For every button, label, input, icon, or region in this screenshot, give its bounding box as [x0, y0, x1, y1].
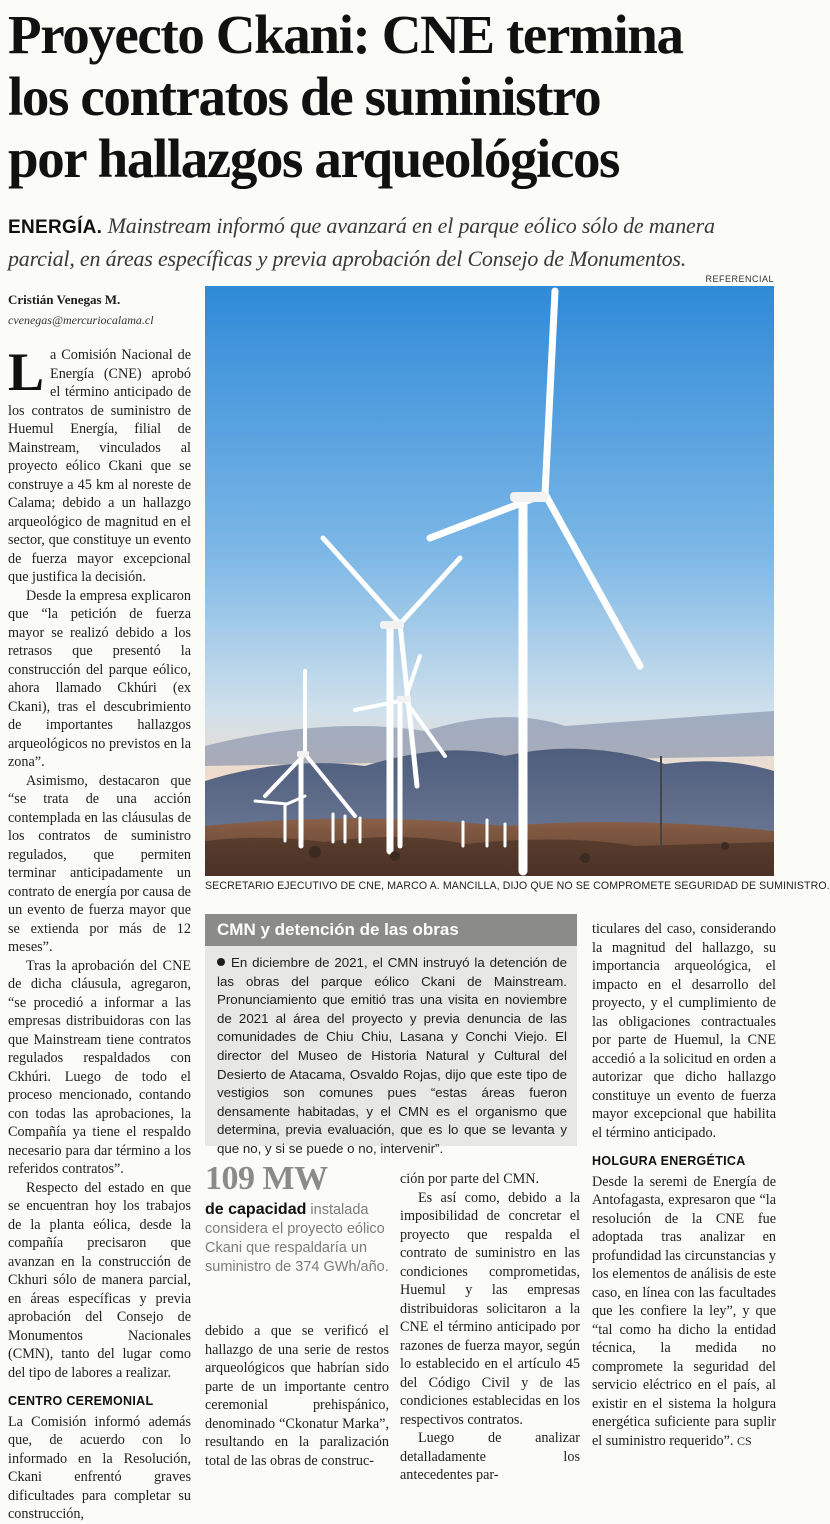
sidebar-box [205, 914, 577, 1156]
byline [8, 292, 198, 328]
end-mark: CS [737, 1433, 752, 1448]
lead-paragraph-text: a Comisión Nacional de Energía (CNE) aprobó el término anticipado de los contratos de suministro de Huemul Energía, filial de Mainstream, vinculados al proyecto eólico Ckani que se construye a 45 km al noreste de Calama; debido a un hallazgo arqueológico de magnitud en el sector, que constituye un evento de fuerza mayor excepcional que justifica la decisión. [8, 347, 191, 585]
lead-paragraph [8, 342, 191, 587]
headline [8, 4, 776, 190]
wind-turbines-illustration [205, 286, 774, 876]
sidebar-box-body: En diciembre de 2021, el CMN instruyó la detención de las obras del parque eólico Ckani de Mainstream. Pronunciamiento que emitió tras una visita en noviembre de 2021 al área del proyecto y previa denuncia de las comunidades de Chiu Chiu, Lasana y Conchi Viejo. El director del Museo de Historia Natural y Cultural del Desierto de Atacama, Osvaldo Rojas, dijo que este tipo de vestigios son comunes pues “estas áreas fueron densamente habitadas, y el CMN es el organismo que determina, previa evaluación, que es lo que se levanta y que no, y si se puede o no, intervenir”. [217, 955, 567, 1156]
sidebar-box-title: CMN y detención de las obras [205, 914, 577, 946]
headline-line-1: Proyecto Ckani: CNE termina [8, 4, 683, 65]
paragraph: debido a que se verificó el hallazgo de una serie de restos arqueológicos que habrían sido parte de un importante centro ceremonial prehispánico, denominado “Ckonatur Marka”, resultando en la paralización total de las obras de construc- [205, 1323, 389, 1469]
paragraph: ticulares del caso, considerando la magnitud del hallazgo, su importancia arqueológica, el impacto en el desarrollo del proyecto, y el cumplimiento de las obligaciones contractuales por parte de Huemul, la CNE accedió a la solicitud en orden a autorizar que dicho hallazgo constituye un evento de fuerza mayor excepcional que habilita el término anticipado. [592, 921, 776, 1141]
wind-farm-photo [205, 286, 774, 876]
stat-description [205, 1200, 390, 1277]
subhead-holgura-energetica: HOLGURA ENERGÉTICA [592, 1154, 746, 1168]
paragraph: Luego de analizar detalladamente los antecedentes par- [400, 1430, 580, 1483]
stat-callout [205, 1160, 390, 1277]
headline-line-2: los contratos de suministro [8, 66, 601, 127]
paragraph: Desde la empresa explicaron que “la petición de fuerza mayor se realizó debido a los retrasos que presentó la construcción del parque eólico, ahora llamado Ckhúri (ex Ckani), tras el descubrimiento de importantes hallazgos arqueológicos no previstos en la zona”. [8, 587, 191, 770]
paragraph: Respecto del estado en que se encuentran hoy los trabajos de la planta eólica, desde la compañía precisaron que avanzan en la construcción de Ckhuri sólo de manera parcial, en áreas específicas y previa aprobación del Consejo de Monumentos Nacionales (CMN), tanto del lugar como del tipo de labores a realizar. [8, 1179, 191, 1381]
bullet-icon [217, 958, 225, 966]
article-column-1 [8, 342, 191, 1524]
subhead-centro-ceremonial: CENTRO CEREMONIAL [8, 1394, 154, 1408]
author-name: Cristián Venegas M. [8, 292, 121, 307]
deck-text: Mainstream informó que avanzará en el parque eólico sólo de manera parcial, en áreas específicas y previa aprobación del Consejo de Monumentos. [8, 213, 715, 271]
paragraph: Tras la aprobación del CNE de dicha cláusula, agregaron, “se procedió a informar a las empresas distribuidoras con las que Mainstream tiene contratos regulados respaldados con Ckhúri. Luego de todo el proceso mencionado, contando con todas las aprobaciones, la Compañía ya tiene el respaldo necesario para dar término a los referidos contratos”. [8, 957, 191, 1177]
drop-cap: L [8, 342, 45, 402]
stat-bold: de capacidad [205, 1201, 307, 1218]
photo-caption: SECRETARIO EJECUTIVO DE CNE, MARCO A. MANCILLA, DIJO QUE NO SE COMPROMETE SEGURIDAD DE SUMINISTRO. [205, 880, 830, 892]
paragraph: La Comisión informó además que, de acuerdo con lo informado en la Resolución, Ckani enfrentó graves dificultades para completar su construcción, [8, 1413, 191, 1522]
paragraph [592, 1173, 776, 1451]
article-column-2 [205, 1322, 389, 1470]
paragraph-text: Desde la seremi de Energía de Antofagasta, expresaron que “la resolución de la CNE fue adoptada tras analizar en profundidad las circunstancias y los elementos de análisis de este caso, en línea con las facultades que les confiere la ley”, y que “tal como ha dicho la entidad técnica, la medida no compromete la seguridad del servicio eléctrico en el país, al existir en el sistema la holgura energética suficiente para suplir el suministro requerido”. [592, 1173, 776, 1449]
stat-text: instalada considera el proyecto eólico Ckani que respaldaría un suministro de 374 GWh/año. [205, 1202, 389, 1275]
sidebar-box-text [205, 946, 577, 1159]
paragraph: Asimismo, destacaron que “se trata de una acción contemplada en las cláusulas de los contratos de suministro regulados, que permiten terminar anticipadamente un contrato de energía por causa de un evento de fuerza mayor que se extienda por más de 12 meses”. [8, 772, 191, 955]
section-kicker: ENERGÍA. [8, 217, 103, 238]
author-email: cvenegas@mercuriocalama.cl [8, 313, 154, 327]
paragraph: Es así como, debido a la imposibilidad de concretar el proyecto que respalda el contrato de suministro en las condiciones comprometidas, Huemul y las empresas distribuidoras solicitaron a la CNE el término anticipado por razones de fuerza mayor, según lo establecido en el artículo 45 del Código Civil y de las condiciones establecidas en los respectivos contratos. [400, 1189, 580, 1428]
photo-credit: REFERENCIAL [705, 274, 774, 284]
headline-line-3: por hallazgos arqueológicos [8, 128, 620, 189]
paragraph: ción por parte del CMN. [400, 1171, 540, 1187]
deck [8, 210, 778, 274]
stat-figure: 109 MW [205, 1160, 328, 1197]
article-column-4 [592, 920, 776, 1450]
article-column-3 [400, 1170, 580, 1485]
